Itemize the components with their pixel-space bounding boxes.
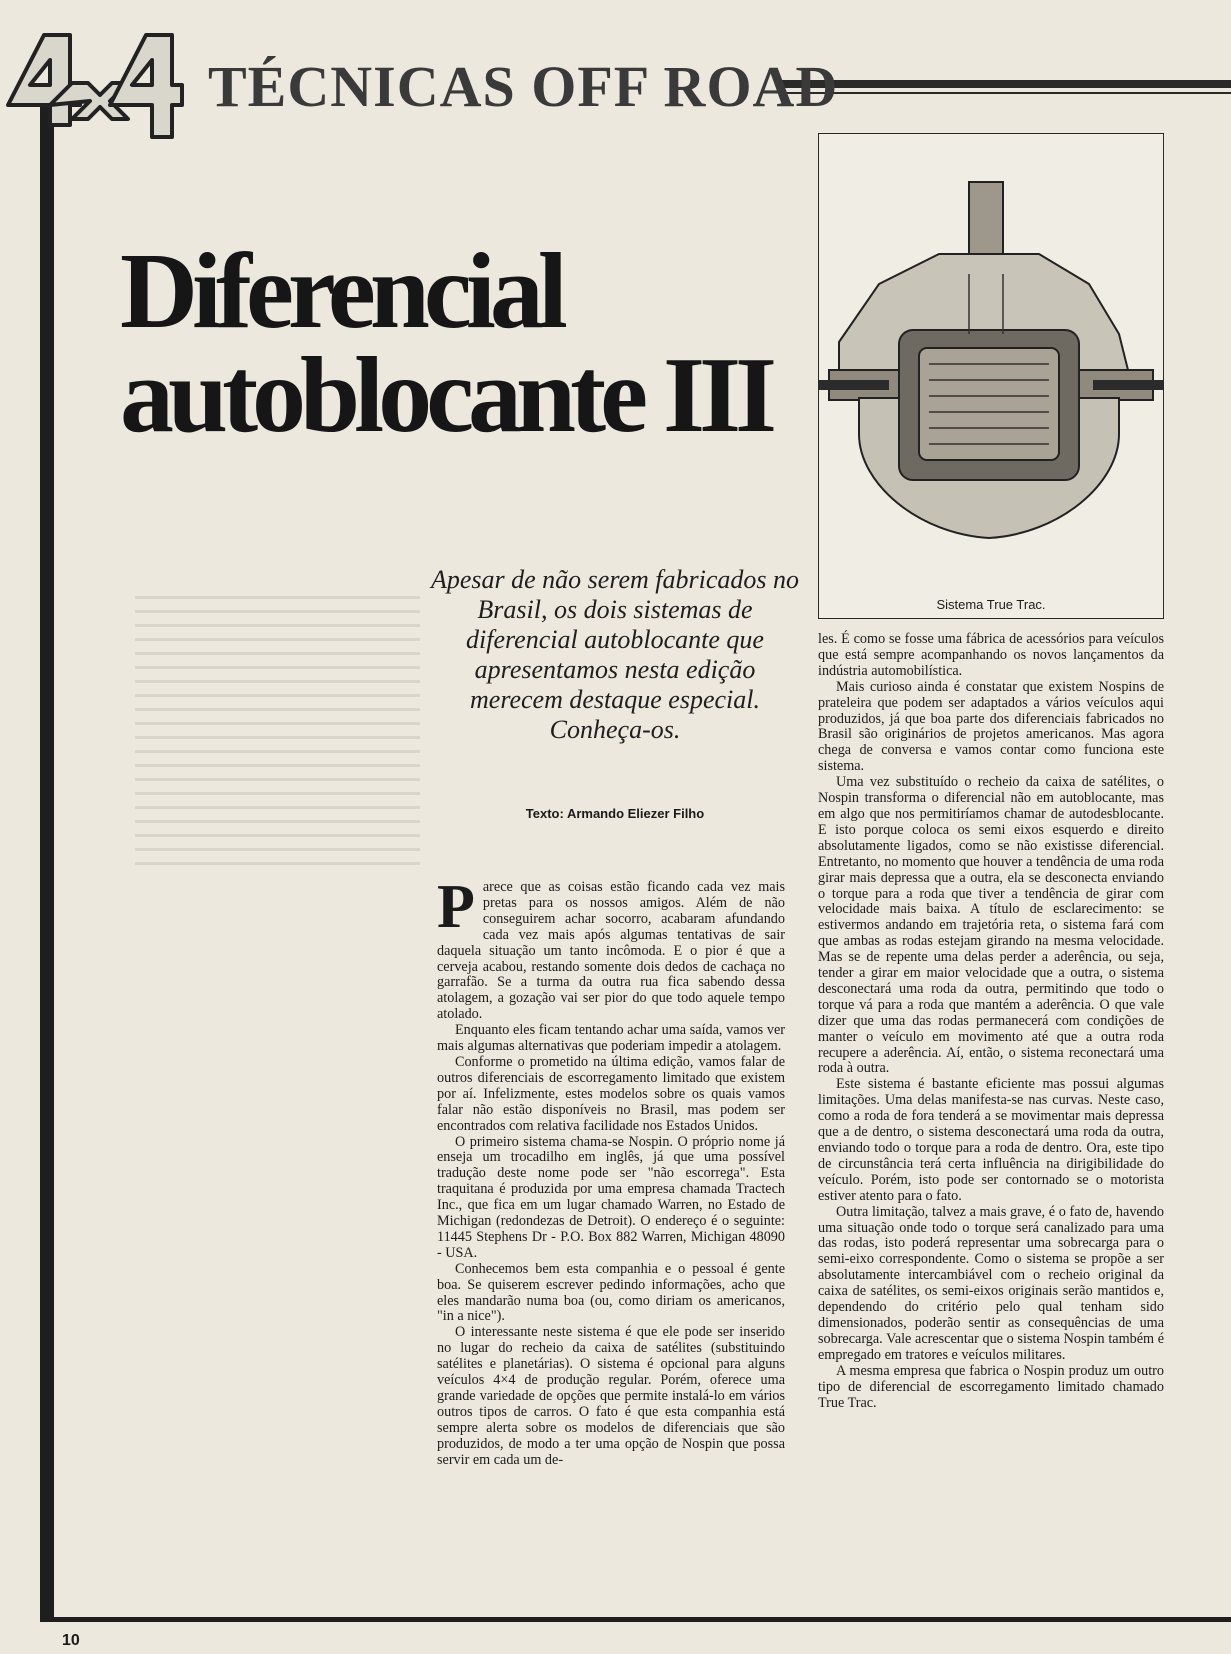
bottom-rule (40, 1617, 1231, 1622)
differential-cutaway-illustration (819, 134, 1163, 618)
diagram-figure (818, 133, 1164, 619)
paragraph: Este sistema é bastante eficiente mas possui algumas limitações. Uma delas manifesta-se nas curvas. Neste caso, como a roda de fora tenderá a se movimentar mais depressa que a de dentro, o sistema desconectará uma roda da outra, enviando todo o torque para a roda de dentro. Ora, este tipo de circunstância terá certa influência na dirigibilidade do veículo. Porém, isto pode ser contornado se o motorista estiver atento para o fato. (818, 1076, 1164, 1204)
section-title: TÉCNICAS OFF ROAD (208, 54, 839, 119)
paragraph: Mais curioso ainda é constatar que existem Nospins de prateleira que podem ser adaptados a vários veículos aqui produzidos, já que boa parte dos diferenciais fabricados no Brasil são originários de projetos americanos. Mas agora chega de conversa e vamos contar como funciona este sistema. (818, 678, 1164, 775)
paragraph: O interessante neste sistema é que ele pode ser inserido no lugar do recheio da caixa de satélites (substituindo satélites e planetárias). O sistema é opcional para alguns veículos 4×4 de produção regular. Porém, oferece uma grande variedade de opções que permite instalá-lo em vários outros tipos de carros. O fato é que esta companhia está sempre alerta sobre os modelos de diferenciais que são produzidos, de modo a ter uma opção de Nospin que possa servir em cada um de- (437, 1324, 785, 1468)
drop-cap: P (437, 873, 475, 941)
paragraph: Enquanto eles ficam tentando achar uma saída, vamos ver mais algumas alternativas que poderiam impedir a atolagem. (437, 1022, 785, 1055)
header-rule (780, 80, 1231, 88)
article-column-1 (437, 873, 785, 1469)
headline-line-2: autoblocante III (120, 336, 772, 455)
page-number: 10 (62, 1632, 80, 1649)
header-rule-thin (780, 92, 1231, 94)
figure-caption: Sistema True Trac. (936, 597, 1046, 612)
paragraph: Uma vez substituído o recheio da caixa de satélites, o Nospin transforma o diferencial não em autoblocante, mas em algo que nos permitiríamos chamar de autodesblocante. E isto porque coloca os semi eixos esquerdo e direito absolutamente ligados, como se não existisse diferencial. Entretanto, no momento que houver a tendência de uma roda girar mais depressa que a outra, ela se desconecta enviando o torque para a roda que tiver a tendência de girar com velocidade mais baixa. A título de esclarecimento: se estivermos andando em trajetória reta, o sistema fará com que ambas as rodas estejam girando na mesma velocidade. Mas se de repente uma delas perder a aderência, ou seja, tender a girar em maior velocidade que a outra, o sistema desconectará uma roda da outra, permitindo que todo o torque vá para a roda que mantém a aderência. O que vale dizer que uma das rodas permanecerá com condições de manter o veículo em movimento até que a outra roda recupere a aderência. Aí, então, o sistema reconectará uma roda à outra. (818, 774, 1164, 1077)
paragraph: Conhecemos bem esta companhia e o pessoal é gente boa. Se quiserem escrever pedindo informações, acho que eles mandarão numa boa (ou, como diriam os americanos, "in a nice"). (437, 1260, 785, 1325)
paragraph: A mesma empresa que fabrica o Nospin produz um outro tipo de diferencial de escorregamento limitado chamado True Trac. (818, 1362, 1164, 1411)
paragraph-text: arece que as coisas estão ficando cada vez mais pretas para os nossos amigos. Além de não conseguirem achar socorro, acabaram afundando cada vez mais após algumas tentativas de sair daquela situação um tanto incômoda. E o pior é que a cerveja acabou, restando somente dois dedos de cachaça no garrafão. Se a turma da outra rua fica sabendo dessa atolagem, a gozação vai ser pior do que todo aquele tempo atolado. (437, 879, 785, 1023)
paragraph: les. É como se fosse uma fábrica de acessórios para veículos que está sempre acompanhando os novos lançamentos da indústria automobilística. (818, 631, 1164, 679)
page-left-bar (40, 100, 54, 1620)
article-column-2 (818, 632, 1164, 1411)
section-logo-4x4 (0, 25, 200, 145)
article-headline (120, 232, 780, 455)
paragraph (437, 873, 785, 1023)
paragraph: Outra limitação, talvez a mais grave, é o fato de, havendo uma situação onde todo o torque será canalizado para uma das rodas, isto poderá representar uma sobrecarga para o semi-eixo correspondente. Como o sistema se propõe a ser absolutamente intercambiável com o recheio original da caixa de satélites, os semi-eixos originais serão mantidos e, dependendo do critério pelo qual tenham sido dimensionados, poderão sentir as consequências de uma sobrecarga. Vale acrescentar que o sistema Nospin também é empregado em tratores e veículos militares. (818, 1203, 1164, 1363)
byline: Texto: Armando Eliezer Filho (525, 806, 705, 821)
show-through-texture (135, 585, 420, 925)
headline-line-1: Diferencial (120, 232, 562, 351)
paragraph: Conforme o prometido na última edição, vamos falar de outros diferenciais de escorregamento limitado que existem por aí. Infelizmente, estes modelos sobre os quais vamos falar não estão disponíveis no Brasil, mas podem ser encontrados com relativa facilidade nos Estados Unidos. (437, 1053, 785, 1134)
paragraph: O primeiro sistema chama-se Nospin. O próprio nome já enseja um trocadilho em inglês, já que uma possível tradução deste nome pode ser "não escorrega". Esta traquitana é produzida por uma empresa chamada Tractech Inc., que fica em um lugar chamado Warren, no Estado de Michigan (redondezas de Detroit). O endereço é o seguinte: 11445 Stephens Dr - P.O. Box 882 Warren, Michigan 48090 - USA. (437, 1133, 785, 1261)
article-lead: Apesar de não serem fabricados no Brasil, os dois sistemas de diferencial autoblocante que apresentamos nesta edição merecem destaque especial. Conheça-os. (430, 565, 800, 744)
